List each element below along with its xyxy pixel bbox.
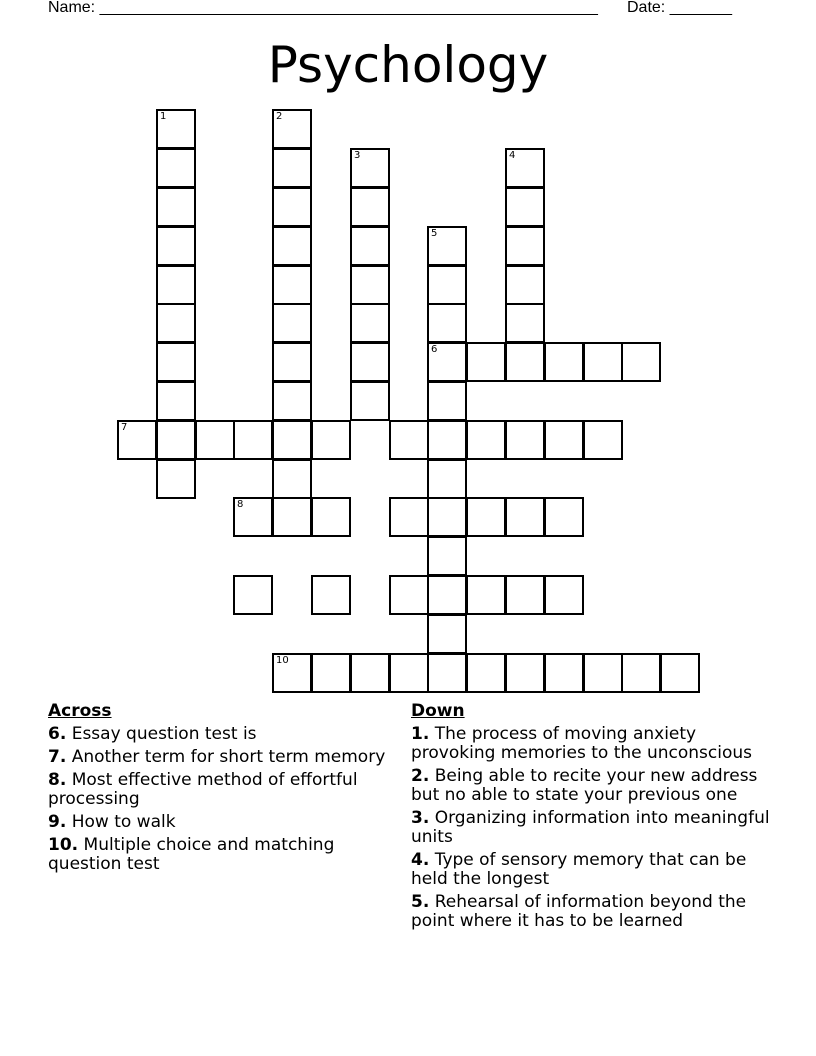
clue-number: 6. xyxy=(48,724,67,744)
clue-down-4 xyxy=(411,851,771,889)
grid-cell[interactable] xyxy=(427,381,467,421)
clue-across-10 xyxy=(48,836,393,874)
clue-number-label: 4 xyxy=(509,150,516,161)
grid-cell[interactable] xyxy=(272,342,312,382)
grid-cell[interactable] xyxy=(427,226,467,266)
clue-text: Multiple choice and matching question test xyxy=(48,835,335,874)
grid-cell[interactable] xyxy=(505,187,545,227)
grid-cell[interactable] xyxy=(505,342,545,382)
grid-cell[interactable] xyxy=(466,420,506,460)
grid-cell[interactable] xyxy=(660,653,700,693)
grid-cell[interactable] xyxy=(466,342,506,382)
grid-cell[interactable] xyxy=(272,381,312,421)
grid-cell[interactable] xyxy=(544,497,584,537)
grid-cell[interactable] xyxy=(156,226,196,266)
grid-cell[interactable] xyxy=(195,420,235,460)
grid-cell[interactable] xyxy=(311,653,351,693)
grid-cell[interactable] xyxy=(233,420,273,460)
grid-cell[interactable] xyxy=(350,303,390,343)
grid-cell[interactable] xyxy=(505,575,545,615)
grid-cell[interactable] xyxy=(583,342,623,382)
clue-text: Type of sensory memory that can be held the longest xyxy=(411,850,747,889)
grid-cell[interactable] xyxy=(389,575,429,615)
grid-cell[interactable] xyxy=(505,653,545,693)
clue-text: Rehearsal of information beyond the point where it has to be learned xyxy=(411,892,747,931)
grid-cell[interactable] xyxy=(505,265,545,305)
grid-cell[interactable] xyxy=(272,265,312,305)
clue-text: Essay question test is xyxy=(71,724,257,744)
clue-across-8 xyxy=(48,771,393,809)
grid-cell[interactable] xyxy=(272,226,312,266)
grid-cell[interactable] xyxy=(505,420,545,460)
grid-cell[interactable] xyxy=(505,148,545,188)
clue-text: Being able to recite your new address but no able to state your previous one xyxy=(411,766,758,805)
across-heading: Across xyxy=(48,701,112,721)
grid-cell[interactable] xyxy=(311,575,351,615)
name-field[interactable]: Name: ________________________________________________________ xyxy=(48,0,598,16)
date-field[interactable]: Date: _______ xyxy=(627,0,732,16)
grid-cell[interactable] xyxy=(156,381,196,421)
grid-cell[interactable] xyxy=(272,109,312,149)
clue-number-label: 2 xyxy=(276,111,283,122)
grid-cell[interactable] xyxy=(350,226,390,266)
grid-cell[interactable] xyxy=(466,575,506,615)
grid-cell[interactable] xyxy=(544,420,584,460)
clue-down-5 xyxy=(411,893,771,931)
grid-cell[interactable] xyxy=(505,497,545,537)
puzzle-title: Psychology xyxy=(267,36,549,94)
clue-across-6 xyxy=(48,725,393,744)
grid-cell[interactable] xyxy=(350,653,390,693)
clue-number-label: 8 xyxy=(237,499,244,510)
grid-cell[interactable] xyxy=(350,342,390,382)
clue-text: Most effective method of effortful processing xyxy=(48,770,358,809)
grid-cell[interactable] xyxy=(427,575,467,615)
down-clues xyxy=(411,702,771,935)
grid-cell[interactable] xyxy=(311,420,351,460)
grid-cell[interactable] xyxy=(156,265,196,305)
grid-cell[interactable] xyxy=(505,226,545,266)
clue-number: 2. xyxy=(411,766,430,786)
clue-number: 5. xyxy=(411,892,430,912)
clue-number: 3. xyxy=(411,808,430,828)
clue-across-7 xyxy=(48,748,393,767)
grid-cell[interactable] xyxy=(466,653,506,693)
grid-cell[interactable] xyxy=(272,653,312,693)
grid-cell[interactable] xyxy=(389,420,429,460)
grid-cell[interactable] xyxy=(233,575,273,615)
grid-cell[interactable] xyxy=(583,420,623,460)
grid-cell[interactable] xyxy=(233,497,273,537)
clue-number-label: 3 xyxy=(354,150,361,161)
grid-cell[interactable] xyxy=(544,342,584,382)
clue-number-label: 1 xyxy=(160,111,167,122)
across-clues xyxy=(48,702,393,878)
grid-cell[interactable] xyxy=(156,342,196,382)
clue-number-label: 6 xyxy=(431,344,438,355)
grid-cell[interactable] xyxy=(427,420,467,460)
grid-cell[interactable] xyxy=(544,575,584,615)
grid-cell[interactable] xyxy=(466,497,506,537)
clue-text: The process of moving anxiety provoking memories to the unconscious xyxy=(411,724,753,763)
grid-cell[interactable] xyxy=(350,381,390,421)
grid-cell[interactable] xyxy=(427,536,467,576)
clue-number: 10. xyxy=(48,835,79,855)
grid-cell[interactable] xyxy=(156,109,196,149)
clue-number: 8. xyxy=(48,770,67,790)
grid-cell[interactable] xyxy=(427,614,467,654)
clue-number-label: 5 xyxy=(431,228,438,239)
grid-cell[interactable] xyxy=(505,303,545,343)
grid-cell[interactable] xyxy=(117,420,157,460)
grid-cell[interactable] xyxy=(427,342,467,382)
grid-cell[interactable] xyxy=(272,187,312,227)
grid-cell[interactable] xyxy=(583,653,623,693)
grid-cell[interactable] xyxy=(350,187,390,227)
grid-cell[interactable] xyxy=(272,148,312,188)
grid-cell[interactable] xyxy=(311,497,351,537)
clue-number-label: 7 xyxy=(121,422,128,433)
grid-cell[interactable] xyxy=(544,653,584,693)
clue-down-2 xyxy=(411,767,771,805)
clue-number: 9. xyxy=(48,812,67,832)
grid-cell[interactable] xyxy=(272,459,312,499)
grid-cell[interactable] xyxy=(156,420,196,460)
grid-cell[interactable] xyxy=(389,497,429,537)
clue-text: Another term for short term memory xyxy=(71,747,386,767)
grid-cell[interactable] xyxy=(350,265,390,305)
grid-cell[interactable] xyxy=(350,148,390,188)
clue-number-label: 10 xyxy=(276,655,289,666)
clue-number: 4. xyxy=(411,850,430,870)
clue-down-3 xyxy=(411,809,771,847)
grid-cell[interactable] xyxy=(427,497,467,537)
clue-number: 1. xyxy=(411,724,430,744)
grid-cell[interactable] xyxy=(156,148,196,188)
grid-cell[interactable] xyxy=(272,497,312,537)
grid-cell[interactable] xyxy=(427,653,467,693)
clue-text: Organizing information into meaningful units xyxy=(411,808,770,847)
grid-cell[interactable] xyxy=(427,303,467,343)
grid-cell[interactable] xyxy=(156,303,196,343)
clue-across-9 xyxy=(48,813,393,832)
clue-number: 7. xyxy=(48,747,67,767)
grid-cell[interactable] xyxy=(621,653,661,693)
grid-cell[interactable] xyxy=(427,459,467,499)
clue-text: How to walk xyxy=(71,812,176,832)
clue-down-1 xyxy=(411,725,771,763)
grid-cell[interactable] xyxy=(272,420,312,460)
grid-cell[interactable] xyxy=(621,342,661,382)
grid-cell[interactable] xyxy=(427,265,467,305)
down-heading: Down xyxy=(411,701,465,721)
grid-cell[interactable] xyxy=(156,187,196,227)
grid-cell[interactable] xyxy=(389,653,429,693)
grid-cell[interactable] xyxy=(272,303,312,343)
grid-cell[interactable] xyxy=(156,459,196,499)
